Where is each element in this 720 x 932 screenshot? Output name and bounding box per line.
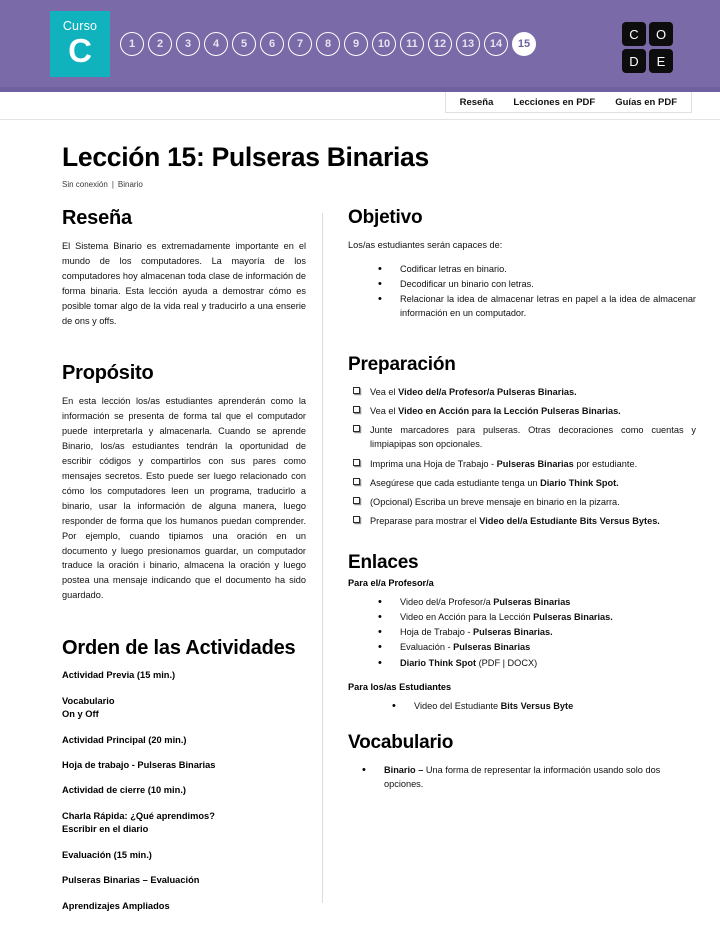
- resena-body: El Sistema Binario es extremadamente importante en el mundo de los computadores. La mayoría de los computadores hoy almacenan toda clase de información de forma binaria. Esta lección ayuda a demostrar cómo es posible tomar algo de la vida real y traducirlo a una enserie de ons y offs.: [62, 241, 306, 326]
- lesson-dot-9[interactable]: 9: [344, 32, 368, 56]
- activity-item[interactable]: Evaluación (15 min.): [62, 849, 152, 860]
- preparacion-item[interactable]: Junte marcadores para pulseras. Otras decoraciones como cuentas y limpiapipas son opcionales.: [370, 423, 696, 452]
- lesson-dot-3[interactable]: 3: [176, 32, 200, 56]
- activity-item[interactable]: Hoja de trabajo - Pulseras Binarias: [62, 760, 216, 770]
- activity-item[interactable]: Actividad Principal (20 min.): [62, 734, 187, 745]
- tab-bar: [0, 92, 720, 120]
- lesson-dot-8[interactable]: 8: [316, 32, 340, 56]
- objetivo-item: • Relacionar la idea de almacenar letras en papel a la idea de almacenar información en un computador.: [400, 292, 696, 321]
- proposito-heading: Propósito: [62, 362, 154, 385]
- preparacion-item[interactable]: (Opcional) Escriba un breve mensaje en binario en la pizarra.: [370, 495, 696, 509]
- lesson-dot-5[interactable]: 5: [232, 32, 256, 56]
- preparacion-item[interactable]: Vea el Video del/a Profesor/a Pulseras Binarias.: [370, 385, 696, 399]
- objetivo-list: [348, 262, 696, 321]
- preparacion-list: [348, 385, 696, 529]
- code-logo[interactable]: [622, 22, 673, 73]
- checkbox-icon[interactable]: [353, 478, 360, 485]
- lesson-meta-topic: Binario: [117, 180, 143, 189]
- preparacion-item[interactable]: Imprima una Hoja de Trabajo - Pulseras Binarias por estudiante.: [370, 457, 696, 471]
- checkbox-icon[interactable]: [353, 387, 360, 394]
- checkbox-icon[interactable]: [353, 516, 360, 523]
- lesson-meta-offline: Sin conexión: [62, 180, 108, 189]
- objetivo-lead: Los/as estudiantes serán capaces de:: [348, 240, 503, 250]
- proposito-body: En esta lección los/as estudiantes aprenderán como la información se presenta de forma tal que el computador puede interpretarla y almacenarla. Cuando se aprende Binario, los/as estudiantes tendrán la oportunidad de escribir códigos y compartirlos con sus pares como mensajes secretos. Esto puede ser luego relacionado con cómo los computadores leen un programa, traducirlo a binario, usar la información de alguna manera, luego responder de forma que los humanos puedan comprender. Por ejemplo, cuando tipiamos una oración en un documento y luego presionamos guardar, un computador traduce la oración i binario, almacena la oración y luego postea una mensaje indicando que el documento ha sido guardado.: [62, 396, 306, 601]
- lesson-dot-14[interactable]: 14: [484, 32, 508, 56]
- enlace-teacher-item[interactable]: • Video en Acción para la Lección Pulseras Binarias.: [400, 610, 696, 624]
- enlaces-teacher-label: Para el/a Profesor/a: [348, 577, 434, 588]
- code-logo-tile-d: D: [622, 49, 646, 73]
- activity-item[interactable]: Pulseras Binarias – Evaluación: [62, 875, 200, 886]
- spacer: [62, 611, 306, 637]
- checkbox-icon[interactable]: [353, 459, 360, 466]
- activity-list: [62, 669, 306, 913]
- code-logo-tile-o: O: [649, 22, 673, 46]
- lesson-dot-15[interactable]: 15: [512, 32, 536, 56]
- enlaces-teacher-list: [348, 595, 696, 670]
- enlace-teacher-item[interactable]: • Video del/a Profesor/a Pulseras Binarias: [400, 595, 696, 609]
- activity-item[interactable]: Actividad Previa (15 min.): [62, 670, 176, 681]
- tab-1[interactable]: Lecciones en PDF: [513, 97, 596, 108]
- vocabulario-list: [348, 763, 696, 792]
- checkbox-icon[interactable]: [353, 425, 360, 432]
- spacer: [348, 714, 696, 732]
- enlace-teacher-item[interactable]: • Hoja de Trabajo - Pulseras Binarias.: [400, 625, 696, 639]
- objetivo-item: • Decodificar un binario con letras.: [400, 277, 696, 291]
- lesson-dot-6[interactable]: 6: [260, 32, 284, 56]
- course-badge-letter: C: [68, 31, 92, 69]
- enlaces-student-label: Para los/as Estudiantes: [348, 681, 452, 692]
- lesson-nav: [120, 32, 536, 56]
- lesson-dot-1[interactable]: 1: [120, 32, 144, 56]
- enlace-teacher-item[interactable]: • Evaluación - Pulseras Binarias: [400, 640, 696, 654]
- checkbox-icon[interactable]: [353, 497, 360, 504]
- orden-heading: Orden de las Actividades: [62, 637, 296, 660]
- lesson-dot-12[interactable]: 12: [428, 32, 452, 56]
- activity-item[interactable]: Charla Rápida: ¿Qué aprendimos? Escribir en el diario: [62, 810, 215, 835]
- spacer: [62, 336, 306, 362]
- spacer: [348, 322, 696, 354]
- preparacion-heading: Preparación: [348, 353, 456, 375]
- tab-group: [445, 92, 692, 113]
- enlace-student-item[interactable]: • Video del Estudiante Bits Versus Byte: [414, 699, 696, 713]
- vocabulario-item[interactable]: • Binario – Una forma de representar la información usando solo dos opciones.: [384, 763, 696, 792]
- activity-item[interactable]: Actividad de cierre (10 min.): [62, 785, 187, 796]
- preparacion-item[interactable]: Vea el Video en Acción para la Lección Pulseras Binarias.: [370, 404, 696, 418]
- page-title: Lección 15: Pulseras Binarias: [62, 142, 429, 172]
- code-logo-tile-c: C: [622, 22, 646, 46]
- preparacion-item[interactable]: Preparase para mostrar el Video del/a Estudiante Bits Versus Bytes.: [370, 514, 696, 528]
- course-badge-word: Curso: [62, 19, 98, 34]
- spacer: [348, 534, 696, 552]
- left-column: [0, 207, 322, 925]
- tab-0[interactable]: Reseña: [459, 97, 494, 108]
- lesson-dot-13[interactable]: 13: [456, 32, 480, 56]
- content-columns: [0, 207, 720, 925]
- enlaces-heading: Enlaces: [348, 551, 419, 573]
- title-block: [0, 120, 720, 189]
- lesson-meta-separator: |: [111, 180, 114, 189]
- code-logo-tile-e: E: [649, 49, 673, 73]
- activity-item[interactable]: Aprendizajes Ampliados: [62, 900, 170, 911]
- course-badge[interactable]: [50, 11, 110, 77]
- lesson-dot-11[interactable]: 11: [400, 32, 424, 56]
- enlace-teacher-item[interactable]: • Diario Think Spot (PDF | DOCX): [400, 656, 696, 670]
- lesson-dot-10[interactable]: 10: [372, 32, 396, 56]
- lesson-dot-7[interactable]: 7: [288, 32, 312, 56]
- enlaces-student-list: [348, 699, 696, 713]
- tab-2[interactable]: Guías en PDF: [615, 97, 677, 108]
- vocabulario-heading: Vocabulario: [348, 732, 454, 754]
- lesson-meta: [62, 180, 720, 189]
- activity-item[interactable]: Vocabulario On y Off: [62, 695, 115, 720]
- right-column: [323, 207, 720, 925]
- checkbox-icon[interactable]: [353, 406, 360, 413]
- course-header: [0, 0, 720, 92]
- lesson-dot-4[interactable]: 4: [204, 32, 228, 56]
- resena-heading: Reseña: [62, 207, 132, 229]
- objetivo-item: • Codificar letras en binario.: [400, 262, 696, 276]
- preparacion-item[interactable]: Asegúrese que cada estudiante tenga un Diario Think Spot.: [370, 476, 696, 490]
- lesson-dot-2[interactable]: 2: [148, 32, 172, 56]
- objetivo-heading: Objetivo: [348, 207, 423, 228]
